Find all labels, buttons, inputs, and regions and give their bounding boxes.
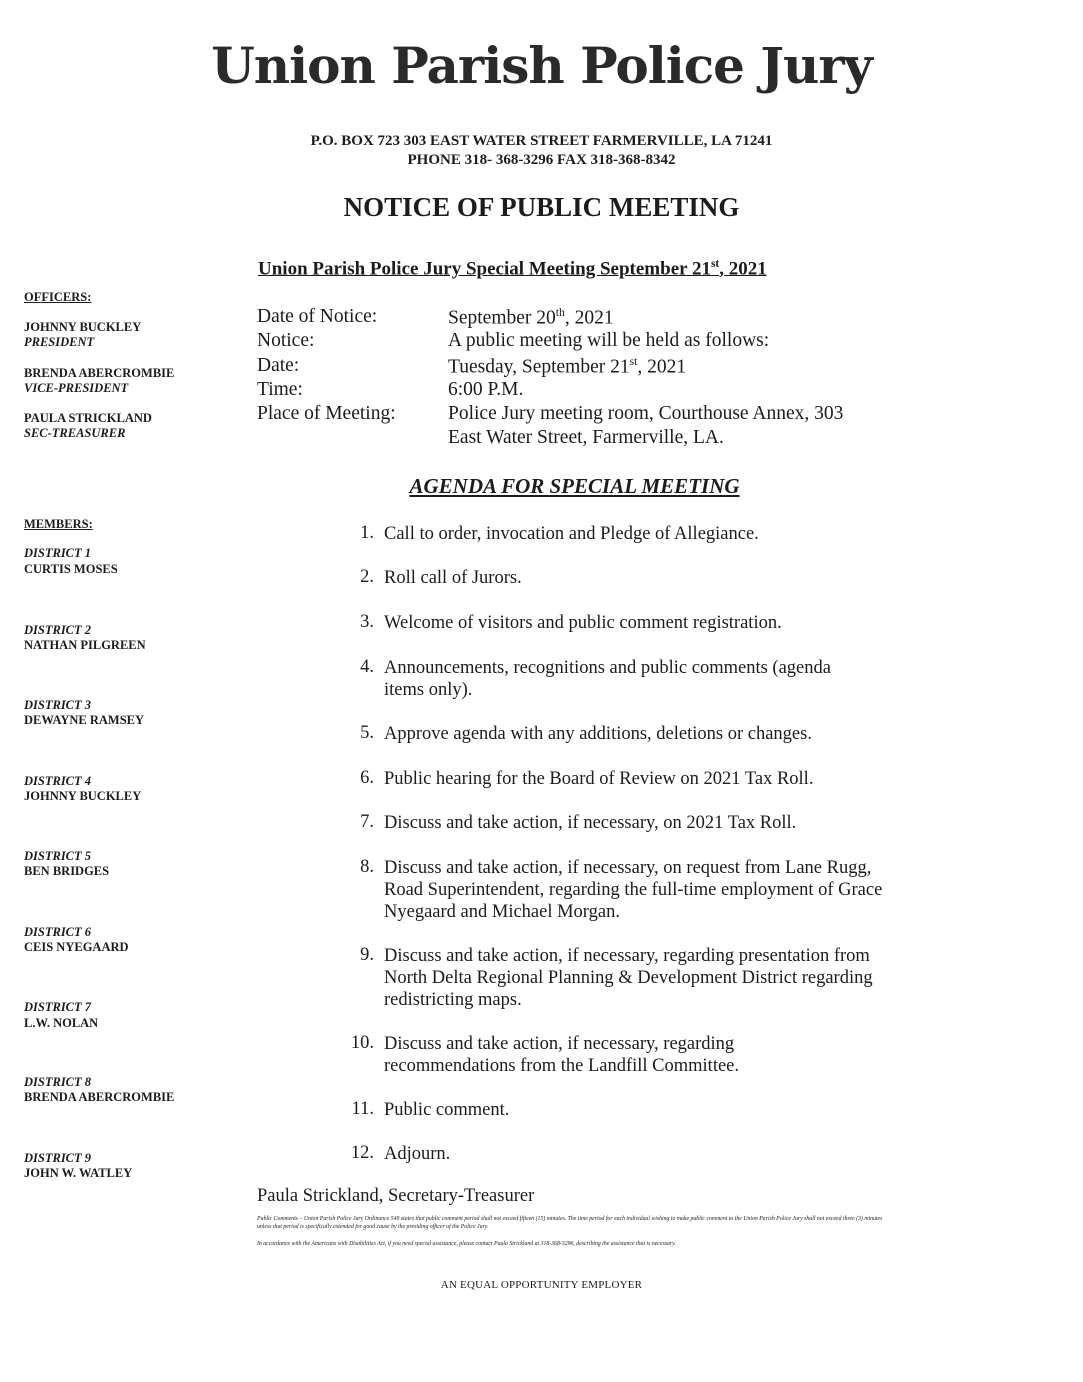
member-name: L.W. NOLAN xyxy=(24,1016,99,1030)
officer-title: VICE-PRESIDENT xyxy=(24,381,129,395)
place-label: Place of Meeting: xyxy=(257,403,396,424)
member-name: JOHN W. WATLEY xyxy=(24,1166,133,1180)
member-name: CURTIS MOSES xyxy=(24,562,118,576)
date-of-notice-label: Date of Notice: xyxy=(257,306,378,327)
notice-value: A public meeting will be held as follows: xyxy=(448,330,770,351)
agenda-item-text: Welcome of visitors and public comment registration. xyxy=(384,613,782,633)
member-district: DISTRICT 3 xyxy=(24,698,92,712)
agenda-item-number: 1. xyxy=(360,523,374,543)
member-name: DEWAYNE RAMSEY xyxy=(24,713,145,727)
agenda-item-text: Discuss and take action, if necessary, regarding recommendations from the Landfill Committee. xyxy=(384,1034,740,1076)
member-district: DISTRICT 2 xyxy=(24,623,92,637)
members-heading: MEMBERS: xyxy=(24,517,93,531)
agenda-item-number: 8. xyxy=(360,857,374,877)
agenda-item-text: Public comment. xyxy=(384,1100,510,1120)
agenda-item-number: 6. xyxy=(360,768,374,788)
agenda-item-number: 5. xyxy=(360,723,374,743)
agenda-item-number: 3. xyxy=(360,612,374,632)
agenda-item-text: Adjourn. xyxy=(384,1144,451,1164)
signature-line: Paula Strickland, Secretary-Treasurer xyxy=(257,1186,535,1206)
agenda-item-number: 11. xyxy=(351,1099,374,1119)
place-value-line1: Police Jury meeting room, Courthouse Annex, 303 xyxy=(448,403,844,424)
member-district: DISTRICT 9 xyxy=(24,1151,92,1165)
agenda-item-text: Approve agenda with any additions, deletions or changes. xyxy=(384,724,812,744)
agenda-item-number: 2. xyxy=(360,567,374,587)
agenda-item-number: 10. xyxy=(350,1033,374,1053)
agenda-item-number: 4. xyxy=(360,657,374,677)
time-value: 6:00 P.M. xyxy=(448,379,524,400)
letterhead-title: Union Parish Police Jury xyxy=(211,36,872,95)
member-name: BEN BRIDGES xyxy=(24,864,110,878)
member-district: DISTRICT 6 xyxy=(24,925,92,939)
member-district: DISTRICT 5 xyxy=(24,849,92,863)
agenda-heading: AGENDA FOR SPECIAL MEETING xyxy=(409,474,740,498)
member-district: DISTRICT 7 xyxy=(24,1000,92,1014)
place-value-line2: East Water Street, Farmerville, LA. xyxy=(448,427,724,448)
date-of-notice-value: September 20th, 2021 xyxy=(448,306,614,329)
agenda-item-text: Announcements, recognitions and public comments (agenda items only). xyxy=(384,658,831,700)
member-district: DISTRICT 4 xyxy=(24,774,92,788)
agenda-item-number: 9. xyxy=(360,945,374,965)
notice-title: NOTICE OF PUBLIC MEETING xyxy=(343,192,740,222)
member-name: JOHNNY BUCKLEY xyxy=(24,789,142,803)
member-district: DISTRICT 1 xyxy=(24,546,92,560)
address-line: P.O. BOX 723 303 EAST WATER STREET FARMERVILLE, LA 71241 xyxy=(310,133,773,149)
agenda-item-number: 12. xyxy=(350,1143,374,1163)
meeting-title: Union Parish Police Jury Special Meeting September 21st, 2021 xyxy=(258,258,767,280)
notice-label: Notice: xyxy=(257,330,315,351)
officer-name: BRENDA ABERCROMBIE xyxy=(24,366,175,380)
officer-name: PAULA STRICKLAND xyxy=(24,411,152,425)
officers-heading: OFFICERS: xyxy=(24,290,92,304)
phone-line: PHONE 318- 368-3296 FAX 318-368-8342 xyxy=(407,152,676,168)
agenda-item-number: 7. xyxy=(360,812,374,832)
agenda-item-text: Discuss and take action, if necessary, on 2021 Tax Roll. xyxy=(384,813,797,833)
agenda-item-text: Roll call of Jurors. xyxy=(384,568,522,588)
date-label: Date: xyxy=(257,355,300,376)
member-district: DISTRICT 8 xyxy=(24,1075,92,1089)
officer-title: SEC-TREASURER xyxy=(24,426,126,440)
public-comments-notice: Public Comments – Union Parish Police Jury Ordinance 549 states that public comment period shall not exceed fifteen (15) minutes. The time period for each individual wishing to make public comment to the Union Parish Police Jury shall not exceed three (3) minutes unless that period is specifically extended for good cause by the presiding officer of the Police Jury. xyxy=(257,1216,883,1230)
agenda-item-text: Public hearing for the Board of Review on 2021 Tax Roll. xyxy=(384,769,814,789)
agenda-item-text: Discuss and take action, if necessary, regarding presentation from North Delta Regional Planning & Development District regarding redistricting maps. xyxy=(384,946,873,1010)
officer-name: JOHNNY BUCKLEY xyxy=(24,320,142,334)
equal-opportunity-footer: AN EQUAL OPPORTUNITY EMPLOYER xyxy=(440,1279,643,1291)
ada-notice: In accordance with the Americans with Disabilities Act, if you need special assistance, please contact Paula Strickland at 318-368-3296, describing the assistance that is necessary. xyxy=(257,1241,676,1247)
agenda-item-text: Discuss and take action, if necessary, on request from Lane Rugg, Road Superintendent, regarding the full-time employment of Grace Nyegaard and Michael Morgan. xyxy=(384,858,883,922)
time-label: Time: xyxy=(257,379,303,400)
agenda-item-text: Call to order, invocation and Pledge of Allegiance. xyxy=(384,524,759,544)
officer-title: PRESIDENT xyxy=(24,335,95,349)
date-value: Tuesday, September 21st, 2021 xyxy=(448,355,687,378)
member-name: CEIS NYEGAARD xyxy=(24,940,129,954)
member-name: BRENDA ABERCROMBIE xyxy=(24,1090,175,1104)
member-name: NATHAN PILGREEN xyxy=(24,638,146,652)
